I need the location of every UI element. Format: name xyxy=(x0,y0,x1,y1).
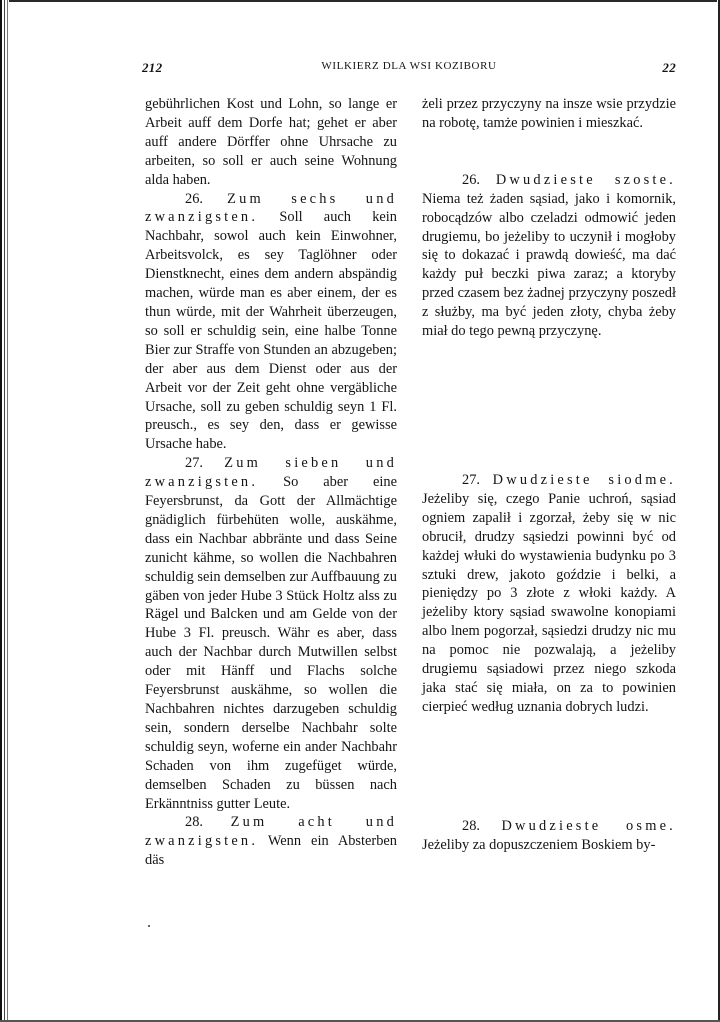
spacer xyxy=(422,133,676,171)
section-text: Soll auch kein Nachbahr, sowol auch kein Einwohner, Arbeitsvolck, es sey Taglöhner oder Dienstknecht, eines dem andern abspändig machen, würde man es aber einem, der es thun würde, mit der Wahrheit überzeugen, so soll er schuldig sein, eine halbe Tonne Bier zur Straffe von Stunden an abzugeben; der aber aus dem Dienst oder aus der Arbeit vor der Zeit geht ohne vergäbliche Ursache, soll zu geben schuldig seyn 1 Fl. preusch., es sey den, dass er gewisse Ursache habe. xyxy=(145,209,397,453)
spacer xyxy=(422,341,676,471)
section-heading: Dwudzieste szoste. xyxy=(495,171,676,188)
section-heading: Dwudzieste siodme. xyxy=(492,471,676,488)
section-number: 26. xyxy=(462,171,480,188)
spacer xyxy=(422,717,676,817)
section-text: Jeżeliby za dopuszczeniem Boskiem by- xyxy=(422,836,656,853)
section-heading: Dwudzieste osme. xyxy=(501,817,676,834)
german-section-28 xyxy=(145,813,397,870)
polish-section-27 xyxy=(422,471,676,717)
running-title: WILKIERZ DLA WSI KOZIBORU xyxy=(321,60,497,72)
section-number: 26. xyxy=(185,190,203,207)
page-number-right: 22 xyxy=(662,60,676,75)
running-header xyxy=(142,60,676,80)
polish-column xyxy=(422,95,676,855)
scan-edge-top xyxy=(0,0,720,2)
section-text: Jeżeliby się, czego Panie uchroń, sąsiad ogniem zapalił i zgorzał, żeby się w nic obrucił, drudzy sąsiedzi powinni być od każdej włuki do wystawienia budynku po 3 sztuki drew, jakoto goździe i belki, a pieniędzy po 3 złote z włoki każdy. A jeżeliby ktory sąsiad swawolne konopiami albo lnem pogorzał, sąsiedzi drudzy nic mu na pomoc nie pozwalają, a jeżeliby drugiemu sąsiadowi przez niego szkoda jaka stać się miała, on za to powinien cierpieć według uznania dobrych ludzi. xyxy=(422,490,676,715)
section-number: 27. xyxy=(462,471,480,488)
section-number: 28. xyxy=(185,814,203,831)
section-text: Niema też żaden sąsiad, jako i komornik, robocądzów albo czeladzi odmowić jeden drugiemu, bo jeżeliby to uczynił i mogłoby się to dokazać i prawdą dowieść, ma dać każdy puł beczki piwa zaraz; a ktoryby przed czasem bez żadnej przyczyny poszedł z służby, ma być jeden złoty, chyba żeby miał do tego pewną przyczynę. xyxy=(422,190,676,340)
polish-paragraph-continued: żeli przez przyczyny na insze wsie przydzie na robotę, tamże powinien i mieszkać. xyxy=(422,96,676,131)
german-section-26 xyxy=(145,190,397,455)
german-section-27 xyxy=(145,454,397,813)
section-heading: Zum acht und zwanzigsten. xyxy=(145,814,397,850)
german-paragraph-continued: gebührlichen Kost und Lohn, so lange er Arbeit auff dem Dorfe hat; gehet er aber auff andere Dörffer ohne Uhrsache zu arbeiten, so soll er auch seine Wohnung alda haben. xyxy=(145,96,397,188)
section-text: So aber eine Feyersbrunst, da Gott der Allmächtige gnädiglich fürbehüten wolle, auskähme, dass ein Nachbar abbränte und dass Seine zunicht kähme, so wollen die Nachbahren schuldig sein demselben zur Auffbauung zu gäben von jeder Hube 3 Stück Holtz alss zu Rägel und Balcken und am Gelde von der Hube 3 Fl. preusch. Währ es aber, dass auch der Nachbar durch Mutwillen selbst oder mit Hänff und Flachs solche Feyersbrunst auskähme, so wollen die Nachbahren nichtes darzugeben schuldig sein, sondern derselbe Nachbahr solte schuldig seyn, woferne ein ander Nachbahr Schaden von ihm zugefüget würde, demselben Schaden zu büssen nach Erkänntniss gutter Leute. xyxy=(145,474,397,812)
section-number: 27. xyxy=(185,455,203,472)
ink-speck xyxy=(148,925,150,927)
section-number: 28. xyxy=(462,817,480,834)
section-heading: Zum sechs und zwanzigsten. xyxy=(145,190,397,226)
german-column xyxy=(145,95,397,870)
scan-edge-left xyxy=(0,0,9,1022)
polish-section-28 xyxy=(422,817,676,855)
polish-section-26 xyxy=(422,171,676,341)
page-number-left: 212 xyxy=(142,60,163,75)
section-heading: Zum sieben und zwanzigsten. xyxy=(145,455,397,491)
section-text: Wenn ein Absterben däs xyxy=(145,833,397,869)
